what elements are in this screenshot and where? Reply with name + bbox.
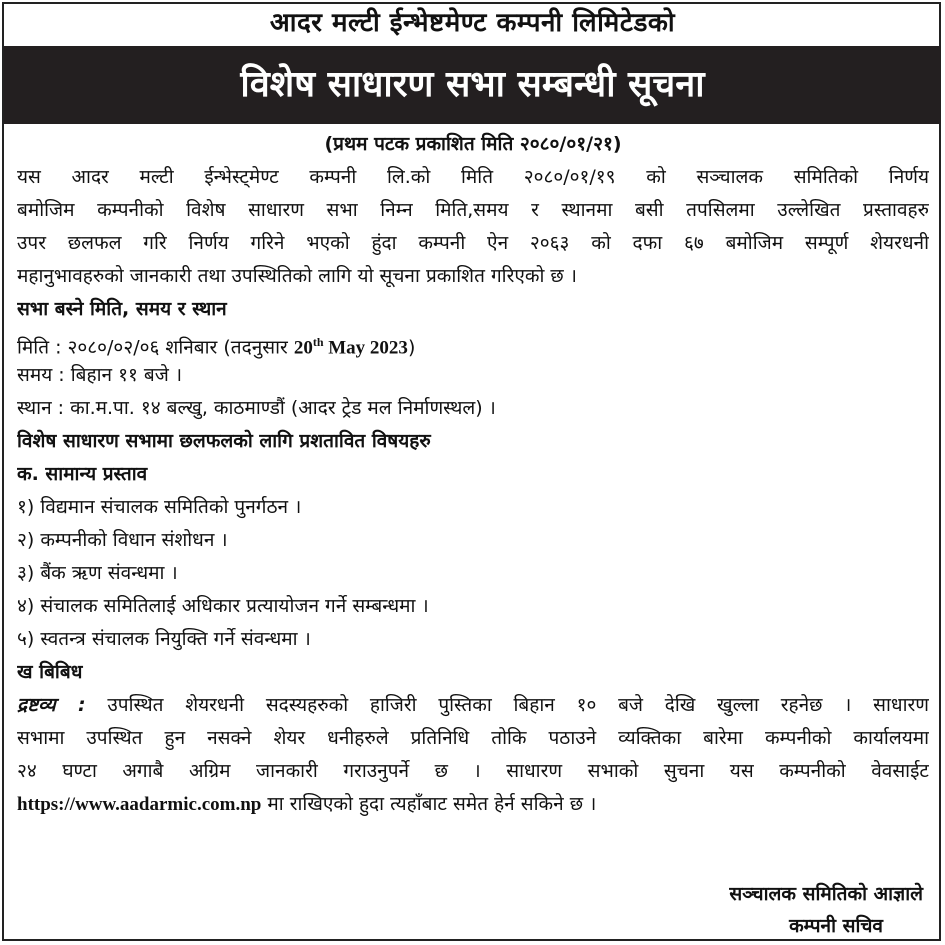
signature-block: [729, 878, 923, 942]
intro-line: बमोजिम कम्पनीको विशेष साधारण सभा निम्न मिति,समय र स्थानमा बसी तपसिलमा उल्लेखित प्रस्तावहरु: [17, 199, 929, 221]
published-date: (प्रथम पटक प्रकाशित मिति २०८०/०१/२१): [324, 133, 622, 155]
meeting-venue: स्थान : का.म.पा. १४ बल्खु, काठमाण्डौं (आदर ट्रेड मल निर्माणस्थल) ।: [17, 397, 496, 419]
meeting-date-day: 20: [293, 337, 313, 359]
note-line: सभामा उपस्थित हुन नसक्ने शेयर धनीहरुले प्रतिनिधि तोकि पठाउने व्यक्तिका बारेमा कम्पनीको कार्यालयमा: [17, 727, 929, 749]
note-line: [17, 689, 929, 722]
meeting-time: समय : बिहान ११ बजे ।: [17, 364, 183, 386]
note-label: द्रष्टव्य :: [17, 694, 86, 716]
intro-line: यस आदर मल्टी ईन्भेस्ट्मेण्ट कम्पनी लि.को मिति २०८०/०१/१९ को सञ्चालक समितिको निर्णय: [17, 166, 929, 188]
meeting-date: [17, 326, 929, 359]
agenda-heading: विशेष साधारण सभामा छलफलको लागि प्रशतावित विषयहरु: [17, 430, 431, 452]
agenda-item: १) विद्यमान संचालक समितिको पुनर्गठन ।: [17, 496, 302, 518]
intro-line: उपर छलफल गरि निर्णय गरिने भएको हुंदा कम्पनी ऐन २०६३ को दफा ६७ बमोजिम सम्पूर्ण शेयरधनी: [17, 232, 929, 254]
website-link[interactable]: https://www.aadarmic.com.np: [17, 794, 262, 815]
meeting-date-close: ): [407, 336, 416, 359]
misc-heading: ख बिबिध: [17, 661, 83, 683]
signature-order: सञ्चालक समितिको आज्ञाले: [729, 883, 923, 905]
note-line: [17, 788, 929, 821]
company-name: आदर मल्टी ईन्भेष्टमेण्ट कम्पनी लिमिटेडको: [269, 8, 676, 38]
notice-title: विशेष साधारण सभा सम्बन्धी सूचना: [4, 46, 941, 124]
meeting-date-month-year: May 2023: [323, 337, 408, 359]
general-proposal-heading: क. सामान्य प्रस्ताव: [17, 463, 148, 485]
intro-line: महानुभावहरुको जानकारी तथा उपस्थितिको लागि यो सूचना प्रकाशित गरिएको छ ।: [17, 265, 577, 287]
note-text: मा राखिएको हुदा त्यहाँबाट समेत हेर्न सकिने छ ।: [261, 793, 597, 815]
signature-role: कम्पनी सचिव: [789, 915, 883, 937]
meeting-heading: सभा बस्ने मिति, समय र स्थान: [17, 298, 227, 320]
note-line: २४ घण्टा अगाबै अग्रिम जानकारी गराउनुपर्ने छ । साधारण सभाको सुचना यस कम्पनीको वेवसाईट: [17, 760, 929, 782]
agenda-item: ५) स्वतन्त्र संचालक नियुक्ति गर्ने संवन्धमा ।: [17, 628, 311, 650]
meeting-date-suffix: th: [312, 335, 324, 349]
agenda-item: ४) संचालक समितिलाई अधिकार प्रत्यायोजन गर्ने सम्बन्धमा ।: [17, 595, 429, 617]
note-text: उपस्थित शेयरधनी सदस्यहरुको हाजिरी पुस्तिका बिहान १० बजे देखि खुल्ला रहनेछ । साधारण: [85, 694, 929, 716]
notice-body: [17, 128, 929, 821]
agenda-item: २) कम्पनीको विधान संशोधन ।: [17, 529, 228, 551]
agenda-item: ३) बैंक ऋण संवन्धमा ।: [17, 562, 178, 584]
meeting-date-prefix: मिति : २०८०/०२/०६ शनिबार (तदनुसार: [17, 336, 294, 359]
